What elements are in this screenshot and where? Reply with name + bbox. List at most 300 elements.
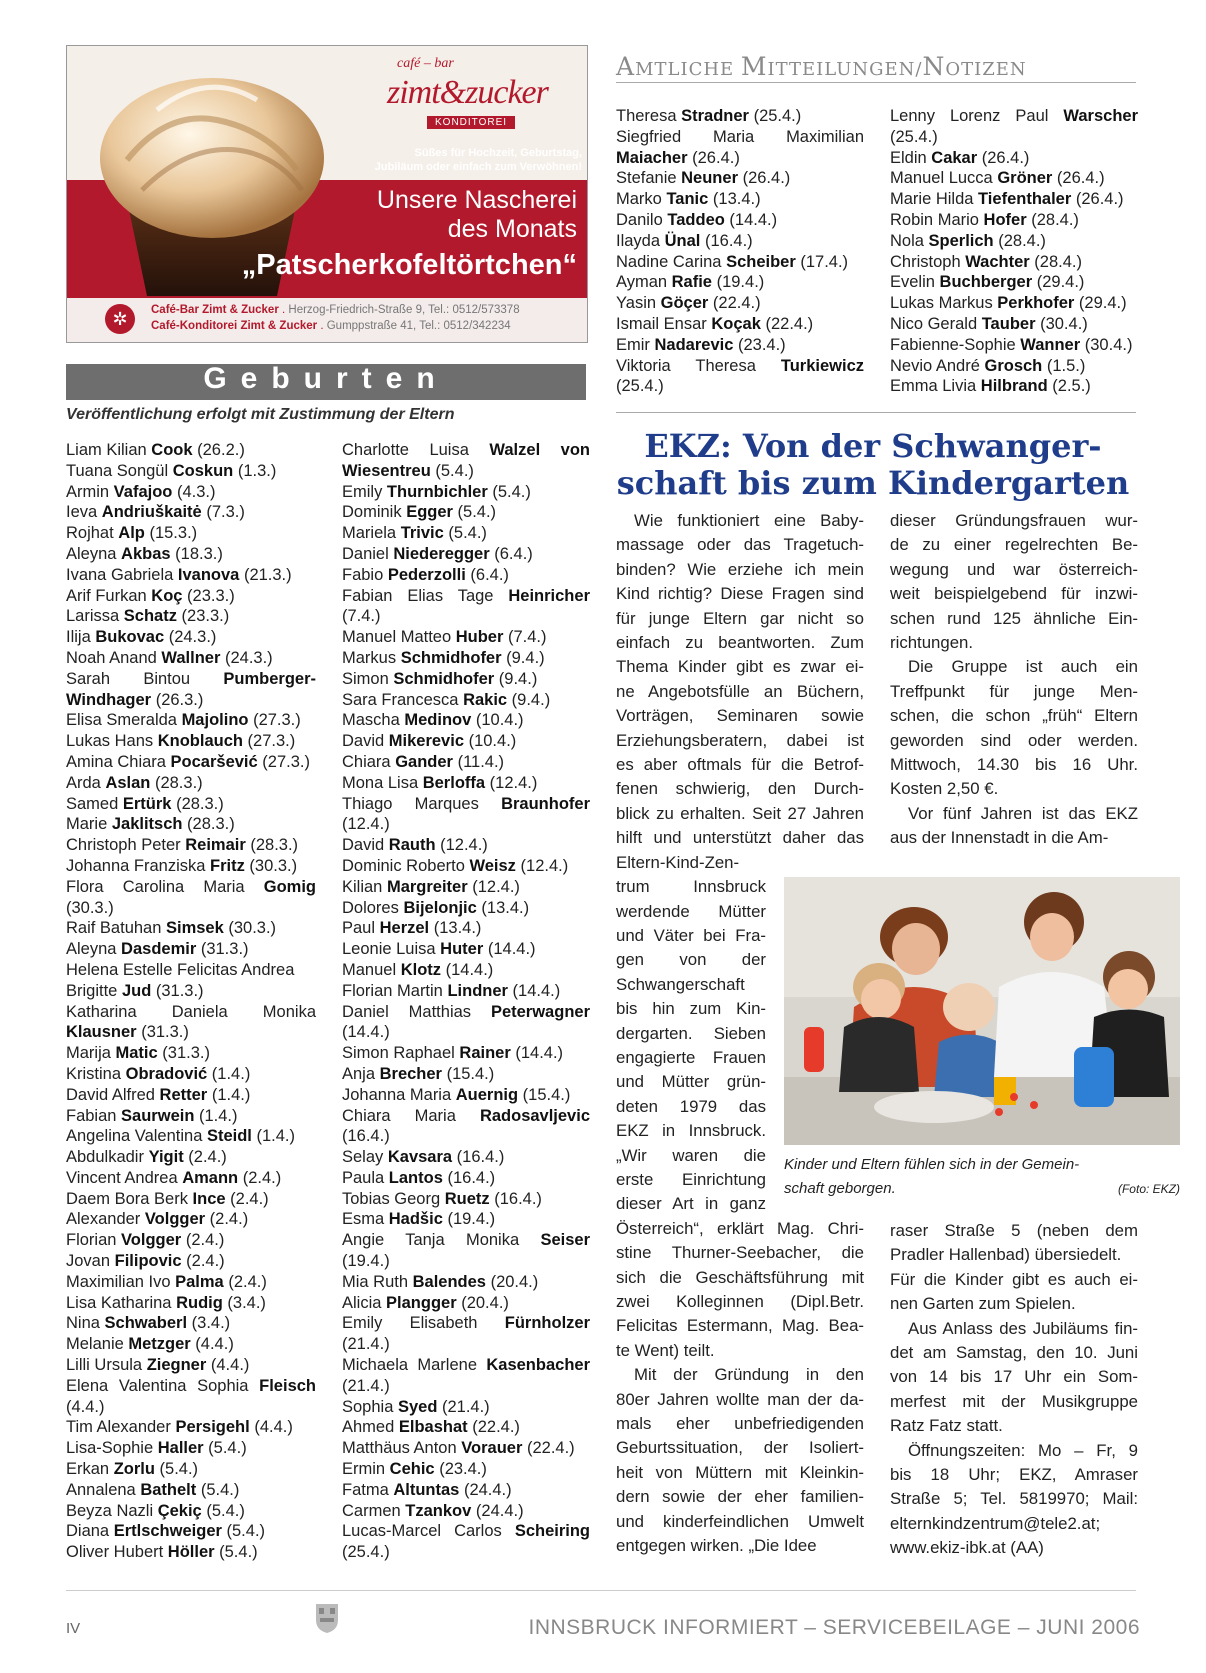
birth-entry <box>342 1272 590 1293</box>
birth-date: (4.3.) <box>172 482 216 501</box>
birth-date: (30.3.) <box>66 898 114 917</box>
birth-surname: Göçer <box>660 294 709 313</box>
article-line: heit von Müttern mit Kleinkin- <box>616 1462 864 1482</box>
birth-given-name: Lenny Lorenz Paul <box>890 107 1064 125</box>
birth-surname: Buchberger <box>939 273 1033 292</box>
article-column-2 <box>890 509 1138 851</box>
birth-given-name: Angelina Valentina <box>66 1127 207 1146</box>
birth-entry <box>66 877 316 898</box>
birth-entry <box>66 1251 316 1272</box>
birth-given-name: Chiara Maria <box>342 1106 480 1125</box>
birth-date: (13.4.) <box>708 190 761 209</box>
birth-given-name: Annalena <box>66 1480 141 1499</box>
header-initial: A <box>616 52 636 81</box>
birth-date: (14.4.) <box>441 960 494 979</box>
birth-surname: Yigit <box>148 1148 184 1167</box>
birth-given-name: Fabian Elias Tage <box>342 586 509 605</box>
birth-entry <box>342 1064 590 1085</box>
caption-line <box>784 1177 1180 1201</box>
birth-surname: Medinov <box>404 711 472 730</box>
birth-date: (5.4.) <box>196 1480 240 1499</box>
article-line: werdende Mütter <box>616 901 766 921</box>
article-line: Kind richtig? Diese Fragen sind <box>616 584 864 604</box>
birth-entry <box>342 1189 590 1210</box>
birth-given-name: Vincent Andrea <box>66 1168 183 1187</box>
birth-date: (6.4.) <box>465 565 509 584</box>
publication-name: INNSBRUCK INFORMIERT – SERVICEBEILAGE – JUNI 2006 <box>528 1616 1140 1639</box>
birth-entry <box>66 1272 316 1293</box>
article-photo <box>784 877 1180 1145</box>
birth-surname: Amann <box>182 1168 239 1187</box>
birth-date: (26.4.) <box>1052 169 1105 188</box>
birth-entry <box>66 1313 316 1334</box>
birth-date: (23.4.) <box>733 335 786 354</box>
article-line: es aber oftmals für die Betrof- <box>616 755 864 775</box>
birth-entry <box>342 1334 590 1355</box>
birth-date: (31.3.) <box>151 981 204 1000</box>
birth-given-name: Flora Carolina Maria <box>66 877 264 896</box>
birth-given-name: Ermin <box>342 1460 390 1479</box>
birth-entry <box>342 1209 590 1230</box>
article-line: trum Innsbruck <box>616 877 766 897</box>
birth-entry <box>66 1085 316 1106</box>
birth-surname: Hilbrand <box>980 377 1048 396</box>
birth-surname: Grosch <box>984 356 1043 375</box>
birth-surname: Windhager <box>66 690 152 709</box>
article-line: Schwangerschaft <box>616 974 745 994</box>
birth-entry <box>66 1293 316 1314</box>
birth-given-name: Nola <box>890 231 929 250</box>
birth-date: (9.4.) <box>494 669 538 688</box>
birth-surname: Schatz <box>123 607 177 626</box>
birth-entry <box>66 1501 316 1522</box>
ad-location-2: Café-Konditorei Zimt & Zucker . Gumppstraße 41, Tel.: 0512/342234 <box>151 320 511 332</box>
birth-surname: Mikerevic <box>388 732 464 751</box>
birth-given-name: Manuel <box>342 960 401 979</box>
birth-given-name: Marie <box>66 815 112 834</box>
birth-entry <box>66 1376 316 1397</box>
birth-date: (22.4.) <box>522 1439 575 1458</box>
birth-given-name: Ilayda <box>616 231 665 250</box>
birth-surname: Herzel <box>379 919 430 938</box>
birth-date: (5.4.) <box>443 524 487 543</box>
birth-given-name: Evelin <box>890 273 940 292</box>
birth-given-name: Daniel <box>342 544 394 563</box>
birth-entry <box>66 1022 316 1043</box>
birth-given-name: Viktoria Theresa <box>616 356 781 375</box>
birth-surname: Trivic <box>400 524 444 543</box>
header-small: MTLICHE <box>635 59 741 80</box>
birth-date: (28.3.) <box>150 773 203 792</box>
birth-date: (24.4.) <box>459 1480 512 1499</box>
birth-surname: Schwaberl <box>104 1314 188 1333</box>
birth-entry <box>66 586 316 607</box>
birth-entry <box>66 1126 316 1147</box>
birth-given-name: Alexander <box>66 1210 145 1229</box>
birth-date: (14.4.) <box>342 1023 390 1042</box>
birth-surname: Obradović <box>125 1064 208 1083</box>
birth-entry <box>342 1417 590 1438</box>
birth-entry <box>342 1293 590 1314</box>
birth-surname: Ünal <box>664 231 701 250</box>
birth-surname: Klotz <box>400 960 442 979</box>
birth-given-name: Daniel Matthias <box>342 1002 491 1021</box>
birth-entry <box>890 376 1138 397</box>
birth-surname: Ertürk <box>122 794 172 813</box>
birth-entry <box>342 794 590 815</box>
birth-given-name: Christoph <box>890 252 966 271</box>
birth-date: (4.4.) <box>249 1418 293 1437</box>
birth-date: (26.3.) <box>151 690 204 709</box>
birth-surname: Höller <box>167 1543 215 1562</box>
birth-given-name: Mia Ruth <box>342 1272 413 1291</box>
article-column-3 <box>890 1219 1138 1561</box>
birth-given-name: Dominic Roberto <box>342 856 470 875</box>
birth-surname: Çekiç <box>157 1501 202 1520</box>
birth-surname: Peterwagner <box>490 1002 590 1021</box>
birth-entry <box>66 1355 316 1376</box>
birth-surname: Vafajoo <box>113 482 173 501</box>
birth-given-name: Sarah Bintou <box>66 669 224 688</box>
birth-given-name: Danilo <box>616 210 668 229</box>
birth-surname: Reimair <box>185 836 246 855</box>
birth-surname: Pocaršević <box>170 752 258 771</box>
birth-surname: Auernig <box>455 1085 519 1104</box>
birth-entry <box>616 231 864 252</box>
birth-given-name: Larissa <box>66 607 124 626</box>
birth-surname: Hadšic <box>388 1210 443 1229</box>
birth-given-name: Ivana Gabriela <box>66 565 178 584</box>
birth-surname: Knoblauch <box>157 732 243 751</box>
birth-date: (22.4.) <box>760 314 814 333</box>
birth-surname: Saurwein <box>121 1106 195 1125</box>
birth-date: (19.4.) <box>442 1210 496 1229</box>
birth-surname: Haller <box>157 1439 204 1458</box>
birth-given-name: Yasin <box>616 294 661 313</box>
birth-given-name: Lukas Markus <box>890 294 998 313</box>
birth-date: (10.4.) <box>471 711 524 730</box>
birth-entry <box>342 565 590 586</box>
birth-date: (1.4.) <box>251 1127 296 1146</box>
birth-given-name: Nevio André <box>890 356 985 375</box>
birth-entry <box>890 356 1138 377</box>
ad-headline <box>337 186 577 244</box>
birth-surname: Volgger <box>144 1210 206 1229</box>
birth-given-name: Nico Gerald <box>890 314 982 333</box>
birth-date: (31.3.) <box>157 1044 210 1063</box>
birth-date: (22.4.) <box>467 1418 520 1437</box>
article-line: Geburtssituation, der Isoliert- <box>616 1438 864 1458</box>
birth-date: (5.4.) <box>203 1439 247 1458</box>
birth-date: (2.4.) <box>181 1252 225 1271</box>
birth-given-name: Markus <box>342 648 401 667</box>
birth-entry <box>890 127 1138 148</box>
birth-date: (12.4.) <box>515 856 569 875</box>
birth-given-name: Lisa-Sophie <box>66 1439 158 1458</box>
birth-date: (23.3.) <box>182 586 235 605</box>
birth-entry <box>616 356 864 377</box>
article-line: Mittwoch, 14.30 bis 16 Uhr. <box>890 755 1138 775</box>
birth-given-name: Kristina <box>66 1064 126 1083</box>
birth-date: (28.3.) <box>182 815 235 834</box>
birth-given-name: Ismail Ensar <box>616 314 712 333</box>
article-title-line: schaft bis zum Kindergarten <box>616 464 1130 502</box>
article-line: dergarten. Sieben <box>616 1023 766 1043</box>
article-line: mals eher unbefriedigenden <box>616 1414 864 1434</box>
photo-credit: (Foto: EKZ) <box>1117 1182 1180 1196</box>
birth-entry <box>342 1397 590 1418</box>
birth-date: (21.3.) <box>239 565 292 584</box>
birth-date: (9.4.) <box>507 690 551 709</box>
birth-date: (26.2.) <box>192 441 245 459</box>
birth-date: (5.4.) <box>214 1543 258 1562</box>
birth-date: (5.4.) <box>487 482 531 501</box>
birth-date: (12.4.) <box>435 836 488 855</box>
birth-date: (15.4.) <box>441 1064 495 1083</box>
birth-entry <box>66 690 316 711</box>
birth-entry <box>342 1085 590 1106</box>
article-line: fenen schwierig, den Durch- <box>616 779 864 799</box>
birth-surname: Syed <box>397 1397 438 1416</box>
birth-entry <box>342 1521 590 1542</box>
birth-surname: Zorlu <box>113 1460 155 1479</box>
birth-date: (3.4.) <box>222 1293 266 1312</box>
header-small: OTIZEN <box>945 59 1027 80</box>
article-line: Öffnungszeiten: Mo – Fr, 9 <box>908 1440 1138 1460</box>
birth-date: (1.4.) <box>207 1064 251 1083</box>
birth-surname: Cook <box>151 441 193 459</box>
birth-date: (15.4.) <box>518 1085 571 1104</box>
birth-given-name: Jovan <box>66 1252 115 1271</box>
birth-surname: Thurnbichler <box>386 482 488 501</box>
article-line: Kosten 2,50 €. <box>890 779 999 799</box>
birth-surname: Vorauer <box>461 1439 523 1458</box>
birth-surname: Margreiter <box>386 877 468 896</box>
birth-surname: Wallner <box>161 648 221 667</box>
birth-entry <box>342 939 590 960</box>
birth-surname: Klausner <box>66 1023 137 1042</box>
birth-entry <box>342 773 590 794</box>
birth-given-name: Fabian <box>66 1106 122 1125</box>
article-line: ne Angebotsfülle an Büchern, <box>616 681 864 701</box>
birth-surname: Jud <box>121 981 152 1000</box>
birth-entry <box>66 1459 316 1480</box>
birth-given-name: Nina <box>66 1314 105 1333</box>
article-line: Mit der Gründung in den <box>634 1365 864 1385</box>
article-line: Wie funktioniert eine Baby- <box>634 511 864 530</box>
birth-given-name: Emir <box>616 335 655 354</box>
article-line: schen, die schon „früh“ Eltern <box>890 706 1138 726</box>
birth-date: (2.4.) <box>238 1168 282 1187</box>
birth-date: (12.4.) <box>467 877 520 896</box>
ad-tagline-line: Süßes für Hochzeit, Geburtstag, <box>414 147 582 159</box>
birth-surname: Andriuškaitė <box>101 503 202 522</box>
ad-headline-line: Unsere Nascherei <box>376 186 577 214</box>
birth-date: (27.3.) <box>257 752 310 771</box>
birth-surname: Scheiber <box>726 252 796 271</box>
birth-date: (19.4.) <box>712 273 765 292</box>
ad-script-text: café – bar <box>397 56 454 71</box>
birth-given-name: Elena Valentina Sophia <box>66 1376 260 1395</box>
birth-date: (23.4.) <box>434 1460 487 1479</box>
birth-surname: Wachter <box>965 252 1030 271</box>
birth-given-name: Manuel Lucca <box>890 169 998 188</box>
birth-surname: Kavsara <box>387 1148 453 1167</box>
article-line: und kinderfeindlichen Umwelt <box>616 1511 864 1531</box>
birth-given-name: Johanna Maria <box>342 1085 456 1104</box>
birth-entry <box>342 981 590 1002</box>
birth-date: (1.4.) <box>194 1106 238 1125</box>
birth-surname: Gomig <box>263 877 316 896</box>
birth-surname: Ruetz <box>444 1189 490 1208</box>
article-line: blick zu erhalten. Seit 27 Jahren <box>616 803 864 823</box>
birth-date: (26.4.) <box>687 148 740 167</box>
birth-surname: Filipovic <box>114 1252 182 1271</box>
birth-entry <box>66 1334 316 1355</box>
article-line: dern sowie der eher familien- <box>616 1487 864 1507</box>
article-line: binden? Wie erziehe ich mein <box>616 559 864 579</box>
birth-date: (7.4.) <box>342 607 381 626</box>
article-line: zwei Kolleginnen (Dipl.Betr. <box>616 1292 864 1311</box>
birth-surname: Dasdemir <box>121 940 197 959</box>
birth-date: (1.5.) <box>1042 356 1086 375</box>
birth-entry <box>66 1168 316 1189</box>
birth-entry <box>66 1106 316 1127</box>
birth-entry <box>66 461 316 482</box>
family-photo-image <box>784 877 1180 1145</box>
birth-date: (29.4.) <box>1074 294 1127 313</box>
birth-surname: Rauth <box>388 836 436 855</box>
birth-list-column-2 <box>342 440 590 1563</box>
birth-entry <box>66 835 316 856</box>
birth-date: (30.4.) <box>1080 335 1133 354</box>
article-line: wegung und war österreich- <box>890 559 1138 579</box>
birth-date: (31.3.) <box>196 940 249 959</box>
article-line: von 14 bis 17 Uhr ein Som- <box>890 1367 1138 1387</box>
birth-date: (2.4.) <box>183 1148 227 1167</box>
birth-given-name: Aleyna <box>66 544 122 563</box>
ad-ribbon: KONDITOREI <box>427 116 515 129</box>
birth-entry <box>342 1168 590 1189</box>
birth-entry <box>342 1501 590 1522</box>
birth-entry <box>342 1313 590 1334</box>
birth-surname: Tauber <box>981 314 1036 333</box>
article-title-line: EKZ: Von der Schwanger- <box>644 427 1102 465</box>
birth-entry <box>342 502 590 523</box>
birth-entry <box>342 1355 590 1376</box>
birth-given-name: Emma Livia <box>890 377 981 396</box>
birth-surname: Schmidhofer <box>400 648 502 667</box>
birth-given-name: Brigitte <box>66 981 122 1000</box>
birth-surname: Jaklitsch <box>111 815 183 834</box>
birth-entry <box>342 1002 590 1023</box>
amtliche-header <box>616 52 1027 81</box>
birth-entry <box>66 1542 316 1563</box>
article-line: „Wir waren die <box>616 1145 766 1165</box>
birth-given-name: Christoph Peter <box>66 836 186 855</box>
birth-given-name: Eldin <box>890 148 932 167</box>
birth-surname: Perkhofer <box>997 294 1075 313</box>
birth-surname: Matic <box>115 1044 158 1063</box>
birth-surname: Ertlschweiger <box>113 1522 222 1541</box>
birth-given-name: Oliver Hubert <box>66 1543 168 1562</box>
birth-date: (22.4.) <box>708 294 761 313</box>
header-initial: N <box>922 52 946 81</box>
birth-given-name: Tuana Songül <box>66 461 173 480</box>
birth-entry <box>890 168 1138 189</box>
birth-entry <box>66 648 316 669</box>
birth-entry <box>342 710 590 731</box>
birth-given-name: Maximilian Ivo <box>66 1272 176 1291</box>
birth-given-name: Aleyna <box>66 940 122 959</box>
birth-surname: Neuner <box>681 169 738 188</box>
article-line: 80er Jahren wollte man der da- <box>616 1389 864 1409</box>
birth-given-name: Lukas Hans <box>66 732 158 751</box>
birth-date: (14.4.) <box>510 1044 564 1063</box>
birth-date: (4.4.) <box>66 1397 105 1416</box>
birth-entry <box>66 1438 316 1459</box>
birth-surname: Fürnholzer <box>504 1314 590 1333</box>
birth-surname: Rainer <box>459 1044 511 1063</box>
birth-surname: Steidl <box>206 1127 252 1146</box>
birth-surname: Gander <box>395 752 453 771</box>
birth-given-name: Nadine Carina <box>616 252 727 271</box>
ad-location-name: Café-Konditorei Zimt & Zucker <box>151 320 318 332</box>
article-line: Treffpunkt für junge Men- <box>890 681 1138 701</box>
article-line: Ratz Fatz statt. <box>890 1416 1003 1436</box>
birth-surname: Scheiring <box>514 1522 590 1541</box>
birth-date: (25.4.) <box>748 107 802 125</box>
birth-entry <box>342 752 590 773</box>
birth-given-name: David <box>342 836 389 855</box>
birth-surname: Brecher <box>379 1064 442 1083</box>
birth-surname: Balendes <box>412 1272 486 1291</box>
birth-entry <box>342 835 590 856</box>
birth-surname: Lantos <box>388 1168 443 1187</box>
birth-date: (2.5.) <box>1047 377 1091 396</box>
birth-given-name: Elisa Smeralda <box>66 711 182 730</box>
birth-given-name: Matthäus Anton <box>342 1439 462 1458</box>
caption-text: schaft geborgen. <box>784 1180 896 1197</box>
birth-given-name: Diana <box>66 1522 114 1541</box>
article-line: für junge Eltern gar nicht so <box>616 608 864 628</box>
article-line: Österreich“, erklärt Mag. Chri- <box>616 1218 864 1238</box>
birth-given-name: Helena Estelle Felicitas Andrea <box>66 960 295 979</box>
birth-surname: Berloffa <box>422 773 486 792</box>
birth-surname: Majolino <box>181 711 249 730</box>
article-line: bis hin zum Kin- <box>616 999 766 1019</box>
birth-date: (21.4.) <box>437 1397 490 1416</box>
birth-surname: Plangger <box>386 1293 457 1312</box>
birth-entry <box>342 523 590 544</box>
birth-given-name: Emily Elisabeth <box>342 1314 505 1333</box>
birth-entry <box>342 1438 590 1459</box>
birth-surname: Seiser <box>540 1231 590 1250</box>
ad-location-1: Café-Bar Zimt & Zucker . Herzog-Friedrich-Straße 9, Tel.: 0512/573378 <box>151 304 520 316</box>
birth-given-name: Mascha <box>342 711 405 730</box>
birth-date: (14.4.) <box>507 981 561 1000</box>
birth-entry <box>66 898 316 919</box>
birth-given-name: Simon <box>342 669 394 688</box>
birth-given-name: Arda <box>66 773 106 792</box>
ad-location-address: Herzog-Friedrich-Straße 9, Tel.: 0512/573378 <box>288 304 520 316</box>
birth-date: (2.4.) <box>181 1231 225 1250</box>
birth-surname: Simsek <box>165 919 224 938</box>
birth-entry <box>342 1043 590 1064</box>
birth-given-name: Arif Furkan <box>66 586 152 605</box>
birth-given-name: Kilian <box>342 877 387 896</box>
birth-given-name: Tim Alexander <box>66 1418 176 1437</box>
